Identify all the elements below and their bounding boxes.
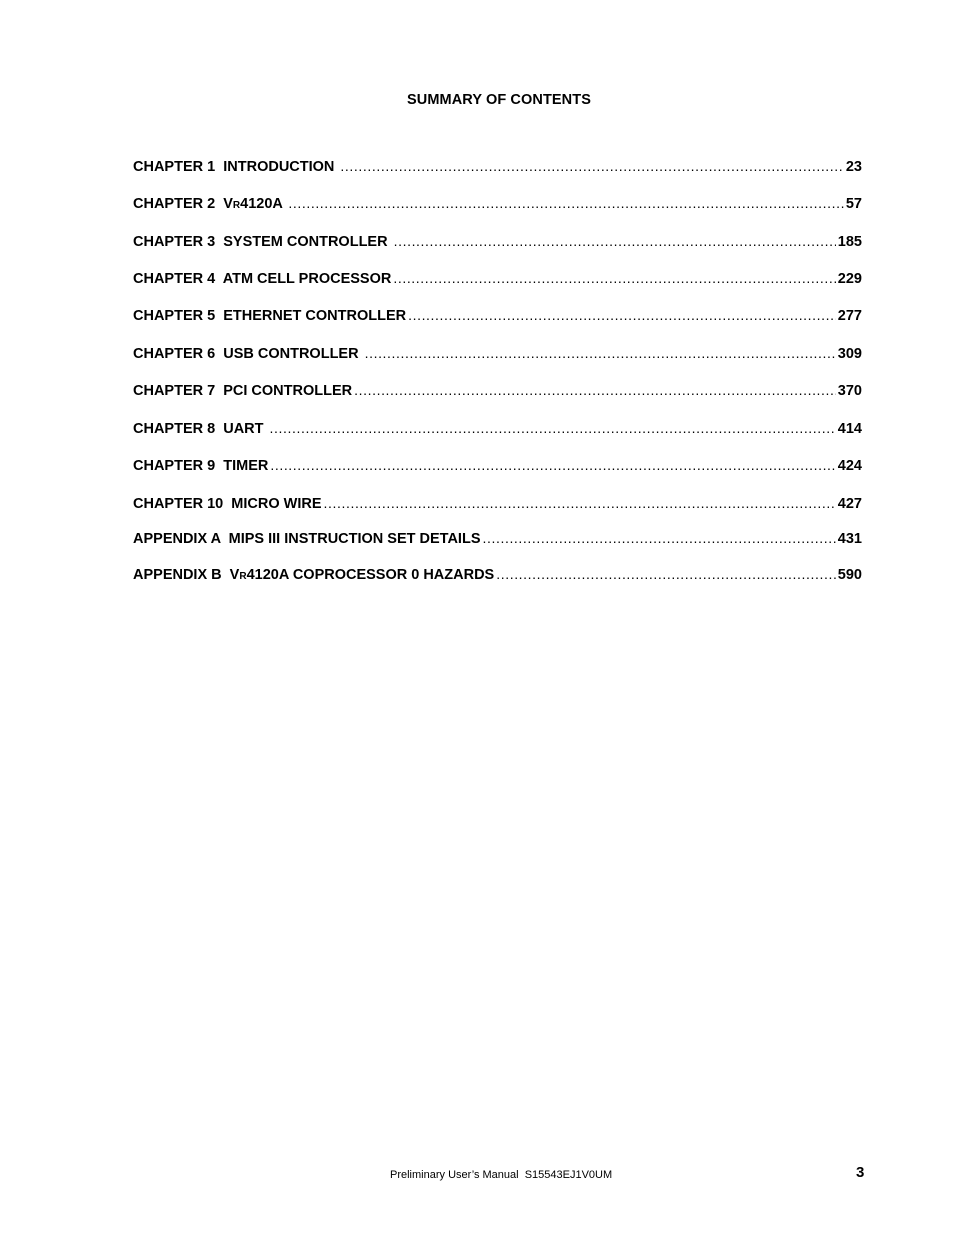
toc-leader-dots (288, 195, 843, 213)
footer-manual-title: Preliminary User’s Manual S15543EJ1V0UM (390, 1169, 613, 1181)
toc-entry-label: CHAPTER 4 ATM CELL PROCESSOR (133, 271, 392, 287)
toc-leader-dots (365, 345, 836, 363)
toc-entry-label: CHAPTER 1 INTRODUCTION (133, 159, 339, 175)
toc-entry-chapter-3[interactable] (133, 233, 862, 251)
toc-leader-dots (270, 457, 835, 475)
toc-entry-label: APPENDIX A MIPS III INSTRUCTION SET DETAILS (133, 531, 481, 547)
toc-entry-label: CHAPTER 6 USB CONTROLLER (133, 346, 363, 362)
toc-entry-chapter-6[interactable] (133, 345, 862, 363)
toc-entry-chapter-7[interactable] (133, 382, 862, 400)
toc-entry-page: 185 (837, 234, 862, 250)
toc-entry-page: 229 (837, 271, 862, 287)
toc-entry-page: 277 (837, 308, 862, 324)
toc-entry-chapter-4[interactable] (133, 270, 862, 288)
toc-entry-chapter-9[interactable] (133, 457, 862, 475)
toc-entry-page: 590 (837, 567, 862, 583)
toc-entry-page: 370 (837, 383, 862, 399)
toc-entry-page: 427 (837, 496, 862, 512)
toc-entry-page: 309 (837, 346, 862, 362)
toc-leader-dots (354, 382, 836, 400)
toc-entry-page: 424 (837, 458, 862, 474)
page-number: 3 (856, 1164, 865, 1181)
toc-entry-chapter-1[interactable] (133, 158, 862, 176)
toc-leader-dots (483, 530, 836, 548)
toc-entry-chapter-5[interactable] (133, 307, 862, 325)
toc-entry-label: APPENDIX B VR4120A COPROCESSOR 0 HAZARDS (133, 567, 495, 583)
toc-entry-page: 431 (837, 531, 862, 547)
toc-entry-page: 57 (845, 196, 862, 212)
toc-entry-label: CHAPTER 7 PCI CONTROLLER (133, 383, 353, 399)
page-title: SUMMARY OF CONTENTS (407, 92, 591, 108)
toc-entry-appendix-a[interactable] (133, 530, 862, 548)
toc-leader-dots (340, 158, 843, 176)
toc-entry-label: CHAPTER 2 VR4120A (133, 196, 287, 212)
toc-leader-dots (408, 307, 836, 325)
toc-entry-chapter-10[interactable] (133, 495, 862, 513)
toc-leader-dots (394, 233, 836, 251)
toc-entry-label: CHAPTER 3 SYSTEM CONTROLLER (133, 234, 392, 250)
toc-entry-page: 23 (845, 159, 862, 175)
toc-entry-appendix-b[interactable] (133, 566, 862, 584)
toc-entry-label: CHAPTER 10 MICRO WIRE (133, 496, 322, 512)
toc-entry-label: CHAPTER 8 UART (133, 421, 268, 437)
toc-leader-dots (496, 566, 836, 584)
toc-entry-page: 414 (837, 421, 862, 437)
toc-entry-label: CHAPTER 5 ETHERNET CONTROLLER (133, 308, 407, 324)
toc-leader-dots (393, 270, 835, 288)
toc-entry-label: CHAPTER 9 TIMER (133, 458, 269, 474)
toc-leader-dots (324, 495, 836, 513)
toc-entry-chapter-8[interactable] (133, 420, 862, 438)
toc-entry-chapter-2[interactable] (133, 195, 862, 213)
toc-leader-dots (270, 420, 836, 438)
